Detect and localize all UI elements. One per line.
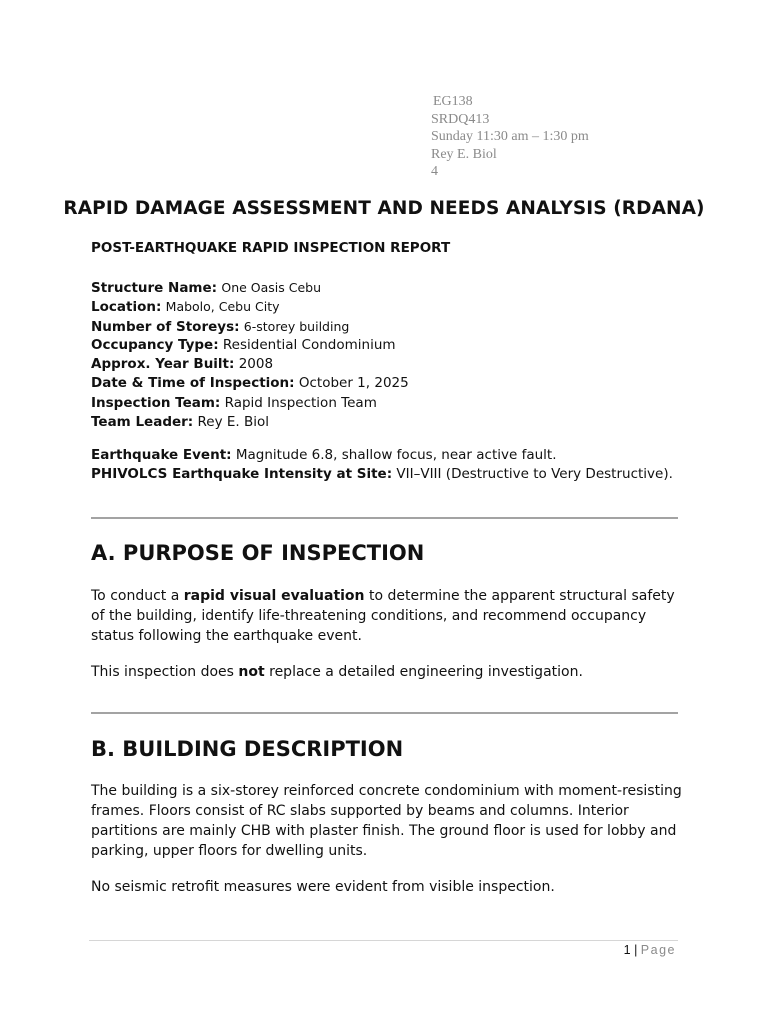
info-label: Earthquake Event:: [91, 447, 232, 463]
info-row-location: [91, 297, 409, 316]
disclaimer-paragraph: [91, 662, 691, 682]
info-value: 6-storey building: [243, 318, 350, 334]
info-value: Magnitude 6.8, shallow focus, near active fault.: [235, 447, 557, 463]
info-value: VII–VIII (Destructive to Very Destructive).: [396, 466, 673, 483]
info-value: 2008: [238, 356, 274, 373]
section-divider: [91, 517, 678, 519]
section-code: SRDQ413: [431, 111, 490, 127]
text-run: This inspection does: [91, 664, 239, 680]
page-footer: [624, 943, 676, 957]
info-label: Approx. Year Built:: [91, 356, 235, 373]
retrofit-note-paragraph: No seismic retrofit measures were evident from visible inspection.: [91, 879, 555, 895]
info-label: Location:: [91, 299, 162, 316]
text-run: to determine the apparent structural safety of the building, identify life-threatening conditions, and recommend occupancy status following the earthquake event.: [91, 588, 675, 644]
info-row-inspection-date: [91, 374, 409, 393]
info-row-team-leader: [91, 413, 409, 432]
footer-separator: |: [630, 943, 641, 957]
info-value: Rapid Inspection Team: [224, 394, 377, 411]
info-row-storeys: [91, 317, 409, 336]
class-schedule: Sunday 11:30 am – 1:30 pm: [431, 129, 589, 144]
course-code: EG138: [433, 94, 473, 109]
report-title: RAPID DAMAGE ASSESSMENT AND NEEDS ANALYSIS (RDANA): [63, 198, 705, 219]
info-row-occupancy: [91, 336, 409, 355]
info-row-inspection-team: [91, 394, 409, 413]
info-row-structure-name: [91, 278, 409, 297]
emphasis-text: not: [238, 664, 265, 680]
section-heading-building-description: B. BUILDING DESCRIPTION: [91, 737, 404, 761]
info-label: Inspection Team:: [91, 394, 221, 411]
report-subtitle: POST-EARTHQUAKE RAPID INSPECTION REPORT: [91, 240, 451, 256]
info-row-intensity: [91, 465, 673, 484]
text-run: To conduct a: [91, 588, 184, 604]
info-value: Rey E. Biol: [197, 414, 269, 431]
info-label: Occupancy Type:: [91, 336, 219, 353]
info-row-year-built: [91, 355, 409, 374]
structure-info: [91, 278, 409, 432]
info-label: Number of Storeys:: [91, 318, 240, 335]
info-label: Team Leader:: [91, 414, 194, 431]
author-name: Rey E. Biol: [431, 146, 497, 162]
footer-divider: [89, 940, 678, 941]
info-value: October 1, 2025: [298, 375, 409, 392]
page-number: 1: [623, 943, 631, 957]
purpose-paragraph: [91, 586, 691, 646]
text-run: replace a detailed engineering investigation.: [264, 664, 583, 680]
info-label: Date & Time of Inspection:: [91, 375, 295, 392]
earthquake-info: [91, 446, 673, 485]
page-label: Page: [640, 943, 676, 957]
info-value: Residential Condominium: [222, 336, 396, 353]
emphasis-text: rapid visual evaluation: [183, 588, 365, 604]
header-block: [431, 93, 589, 181]
info-value: Mabolo, Cebu City: [165, 299, 280, 315]
info-label: Structure Name:: [91, 280, 218, 296]
info-label: PHIVOLCS Earthquake Intensity at Site:: [91, 466, 393, 483]
section-divider: [91, 712, 678, 714]
info-value: One Oasis Cebu: [221, 280, 322, 295]
building-description-paragraph: The building is a six-storey reinforced concrete condominium with moment-resisting frames. Floors consist of RC slabs supported by beams and columns. Interior partitions are mainly CHB with plaster finish. The ground floor is used for lobby and parking, upper floors for dwelling units.: [91, 783, 682, 859]
section-heading-purpose: A. PURPOSE OF INSPECTION: [91, 541, 425, 565]
header-number: 4: [431, 164, 438, 179]
info-row-earthquake-event: [91, 446, 673, 465]
